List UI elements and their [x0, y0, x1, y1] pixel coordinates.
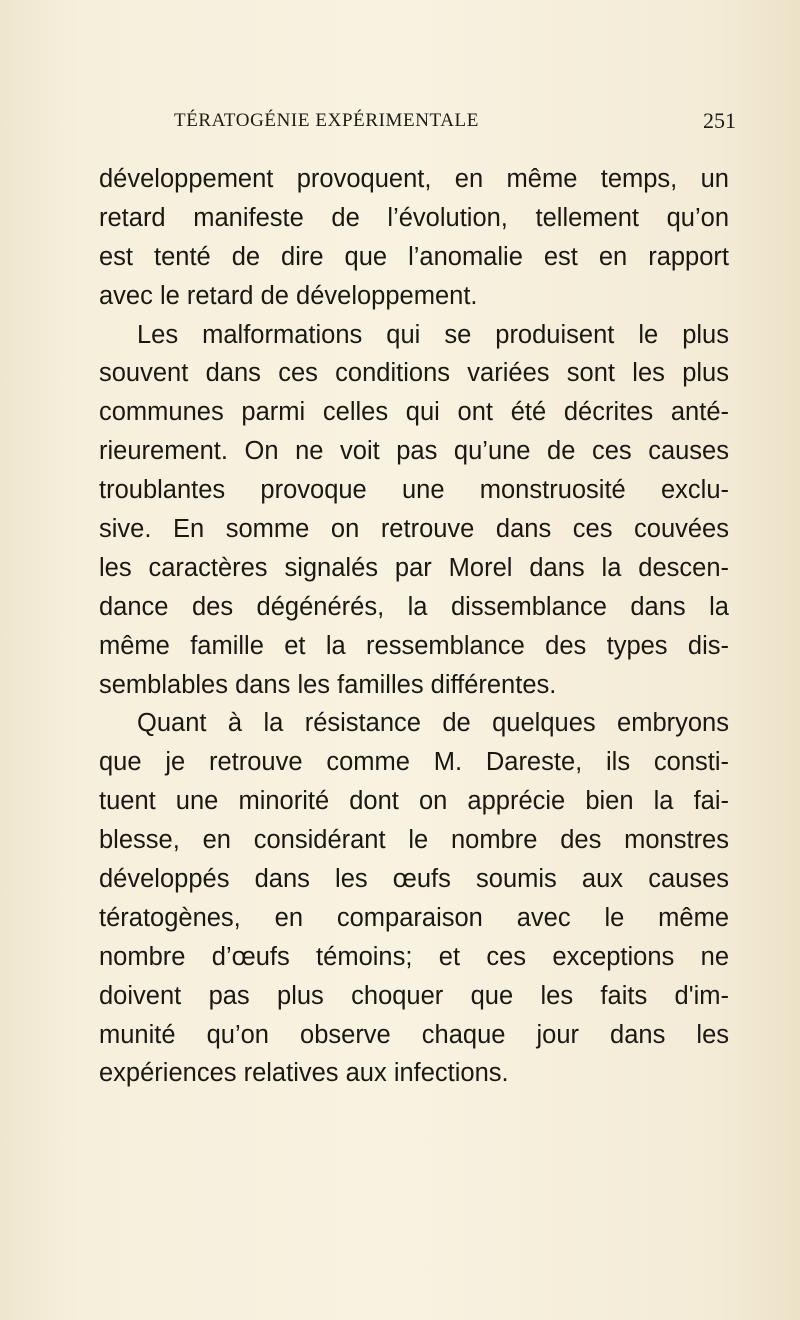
text-line: retard manifeste de l’évolution, tellement qu’on: [99, 203, 729, 232]
running-head: [100, 108, 748, 138]
text-line: souvent dans ces conditions variées sont les plus: [99, 359, 729, 388]
text-line: développés dans les œufs soumis aux causes: [99, 865, 729, 894]
text-line: tuent une minorité dont on apprécie bien la fai-: [99, 787, 729, 816]
text-line: les caractères signalés par Morel dans la descen-: [99, 553, 729, 582]
text-line: communes parmi celles qui ont été décrites anté-: [99, 398, 729, 427]
running-title: TÉRATOGÉNIE EXPÉRIMENTALE: [174, 110, 479, 131]
text-line: dance des dégénérés, la dissemblance dans la: [99, 592, 729, 621]
text-line: que je retrouve comme M. Dareste, ils consti-: [99, 748, 729, 777]
text-line: tératogènes, en comparaison avec le même: [99, 903, 729, 932]
text-line: troublantes provoque une monstruosité exclu-: [99, 476, 729, 505]
text-line: développement provoquent, en même temps, un: [99, 165, 729, 193]
text-line: semblables dans les familles différentes.: [99, 670, 557, 699]
text-line: blesse, en considérant le nombre des monstres: [99, 826, 729, 855]
text-line: sive. En somme on retrouve dans ces couvées: [99, 515, 729, 544]
text-line: nombre d’œufs témoins; et ces exceptions ne: [99, 942, 729, 971]
text-line: même famille et la ressemblance des types dis-: [99, 631, 729, 660]
text-line: Les malformations qui se produisent le plus: [137, 320, 729, 349]
page-number: 251: [703, 108, 736, 133]
body-text: [99, 160, 729, 1093]
text-line: expériences relatives aux infections.: [99, 1059, 509, 1088]
text-line: munité qu’on observe chaque jour dans les: [99, 1020, 729, 1049]
text-line: rieurement. On ne voit pas qu’une de ces causes: [99, 437, 729, 466]
text-line: avec le retard de développement.: [99, 281, 478, 310]
text-line: est tenté de dire que l’anomalie est en rapport: [99, 242, 729, 271]
text-line: Quant à la résistance de quelques embryons: [137, 709, 729, 738]
text-line: doivent pas plus choquer que les faits d'im-: [99, 981, 729, 1010]
